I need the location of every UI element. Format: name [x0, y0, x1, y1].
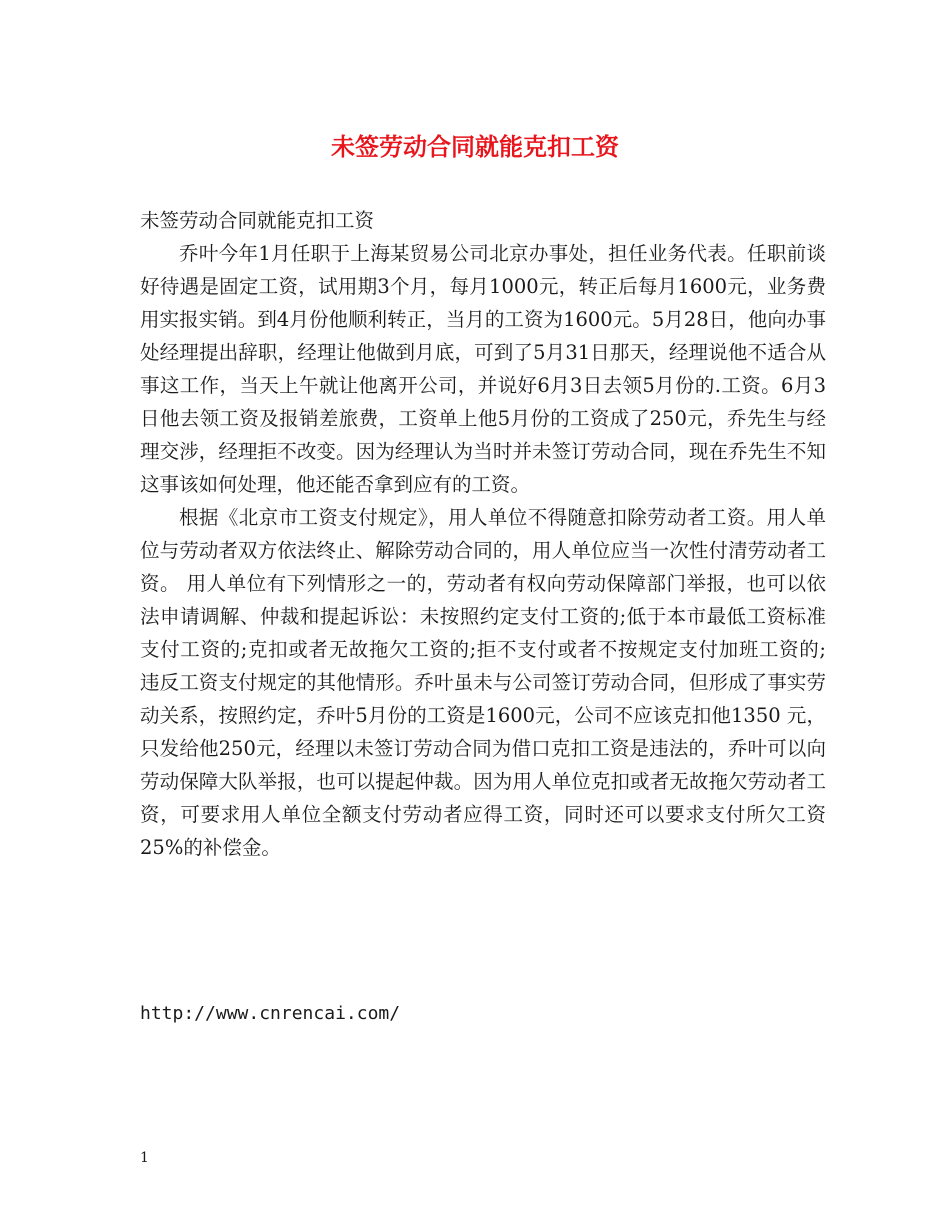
document-subtitle: 未签劳动合同就能克扣工资	[140, 209, 375, 232]
document-body	[140, 204, 826, 864]
paragraph-analysis: 根据《北京市工资支付规定》，用人单位不得随意扣除劳动者工资。用人单位与劳动者双方依法终止、解除劳动合同的，用人单位应当一次性付清劳动者工资。 用人单位有下列情形之一的，劳动者有权向劳动保障部门举报，也可以依法申请调解、仲裁和提起诉讼：未按照约定支付工资的;低于本市最低工资标准支付工资的;克扣或者无故拖欠工资的;拒不支付或者不按规定支付加班工资的; 违反工资支付规定的其他情形。乔叶虽未与公司签订劳动合同，但形成了事实劳动关系，按照约定，乔叶5月份的工资是1600元，公司不应该克扣他1350 元，只发给他250元，经理以未签订劳动合同为借口克扣工资是违法的，乔叶可以向劳动保障大队举报，也可以提起仲裁。因为用人单位克扣或者无故拖欠劳动者工资，可要求用人单位全额支付劳动者应得工资，同时还可以要求支付所欠工资25%的补偿金。	[140, 506, 826, 859]
document-title: 未签劳动合同就能克扣工资	[331, 133, 619, 161]
paragraph-case: 乔叶今年1月任职于上海某贸易公司北京办事处，担任业务代表。任职前谈好待遇是固定工资，试用期3个月，每月1000元，转正后每月1600元，业务费用实报实销。到4月份他顺利转正，当月的工资为1600元。5月28日，他向办事处经理提出辞职，经理让他做到月底，可到了5月31日那天，经理说他不适合从事这工作，当天上午就让他离开公司，并说好6月3日去领5月份的.工资。6月3日他去领工资及报销差旅费，工资单上他5月份的工资成了250元，乔先生与经理交涉，经理拒不改变。因为经理认为当时并未签订劳动合同，现在乔先生不知这事该如何处理，他还能否拿到应有的工资。	[140, 242, 826, 496]
source-url: http://www.cnrencai.com/	[140, 1003, 401, 1024]
page-number: 1	[140, 1150, 149, 1166]
